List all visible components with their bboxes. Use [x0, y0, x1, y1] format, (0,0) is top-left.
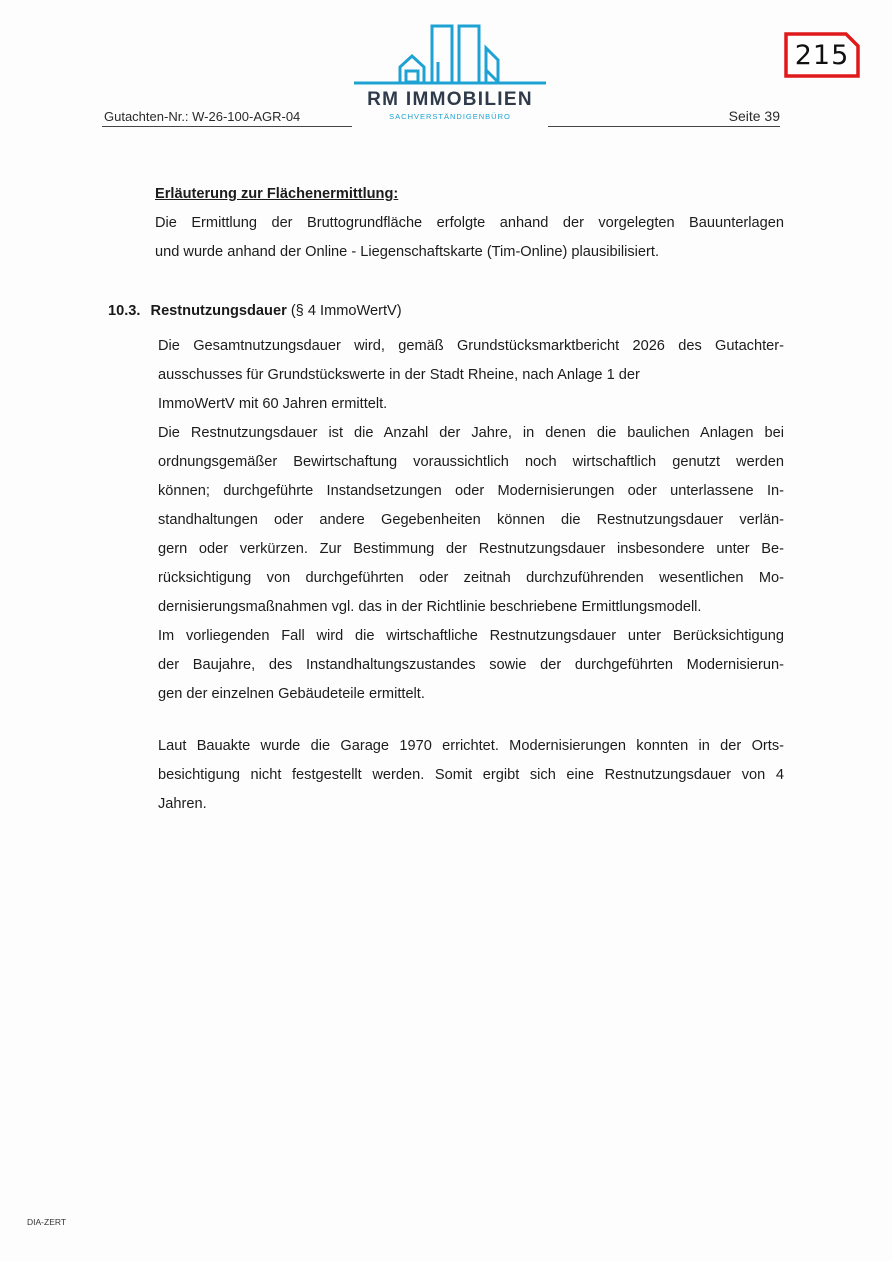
text-line: ausschusses für Grundstückswerte in der Stadt Rheine, nach Anlage 1 der — [158, 367, 640, 383]
text-line: Im vorliegenden Fall wird die wirtschaftliche Restnutzungsdauer unter Berücksichtigung — [158, 628, 784, 644]
text-line: der Baujahre, des Instandhaltungszustandes sowie der durchgeführten Modernisierun- — [158, 657, 784, 673]
logo-wordmark: RM IMMOBILIEN — [367, 89, 533, 110]
text-line: besichtigung nicht festgestellt werden. Somit ergibt sich eine Restnutzungsdauer von 4 — [158, 767, 784, 783]
text-line: können; durchgeführte Instandsetzungen oder Modernisierungen oder unterlassene In- — [158, 483, 784, 499]
area-explanation-heading: Erläuterung zur Flächenermittlung: — [155, 186, 399, 202]
text-line: dernisierungsmaßnahmen vgl. das in der Richtlinie beschriebene Ermittlungsmodell. — [158, 599, 702, 615]
text-line: Die Gesamtnutzungsdauer wird, gemäß Grundstücksmarktbericht 2026 des Gutachter- — [158, 338, 784, 354]
text-line: ordnungsgemäßer Bewirtschaftung voraussichtlich noch wirtschaftlich genutzt werden — [158, 454, 784, 470]
stamp-number: 215 — [794, 40, 850, 71]
text-line: rücksichtigung von durchgeführten oder zeitnah durchzuführenden wesentlichen Mo- — [158, 570, 784, 586]
conclusion-paragraph — [158, 732, 784, 819]
text-line: ImmoWertV mit 60 Jahren ermittelt. — [158, 396, 388, 412]
company-logo — [352, 20, 548, 130]
building-skyline-logo-icon — [352, 20, 548, 92]
text-line: gen der einzelnen Gebäudeteile ermittelt. — [158, 686, 425, 702]
section-title: Restnutzungsdauer — [150, 303, 287, 319]
text-line: standhaltungen oder andere Gegebenheiten können die Restnutzungsdauer verlän- — [158, 512, 784, 528]
area-explanation — [155, 180, 784, 267]
report-number: Gutachten-Nr.: W-26-100-AGR-04 — [104, 109, 301, 124]
text-line: Laut Bauakte wurde die Garage 1970 errichtet. Modernisierungen konnten in der Orts- — [158, 738, 784, 754]
section-number: 10.3. — [108, 303, 141, 319]
text-line: Die Restnutzungsdauer ist die Anzahl der Jahre, in denen die baulichen Anlagen bei — [158, 425, 784, 441]
footer-code: DIA-ZERT — [27, 1217, 67, 1227]
text-line: Die Ermittlung der Bruttogrundfläche erfolgte anhand der vorgelegten Bauunterlagen — [155, 215, 784, 231]
page-number-stamp — [784, 32, 860, 78]
text-line: und wurde anhand der Online - Liegenschaftskarte (Tim-Online) plausibilisiert. — [155, 244, 660, 260]
section-suffix: (§ 4 ImmoWertV) — [290, 303, 402, 319]
logo-subtitle: SACHVERSTÄNDIGENBÜRO — [389, 112, 511, 121]
text-line: gern oder verkürzen. Zur Bestimmung der Restnutzungsdauer insbesondere unter Be- — [158, 541, 784, 557]
section-heading — [108, 297, 402, 326]
page-indicator: Seite 39 — [728, 108, 780, 124]
remaining-life-paragraph — [158, 332, 784, 709]
text-line: Jahren. — [158, 796, 207, 812]
